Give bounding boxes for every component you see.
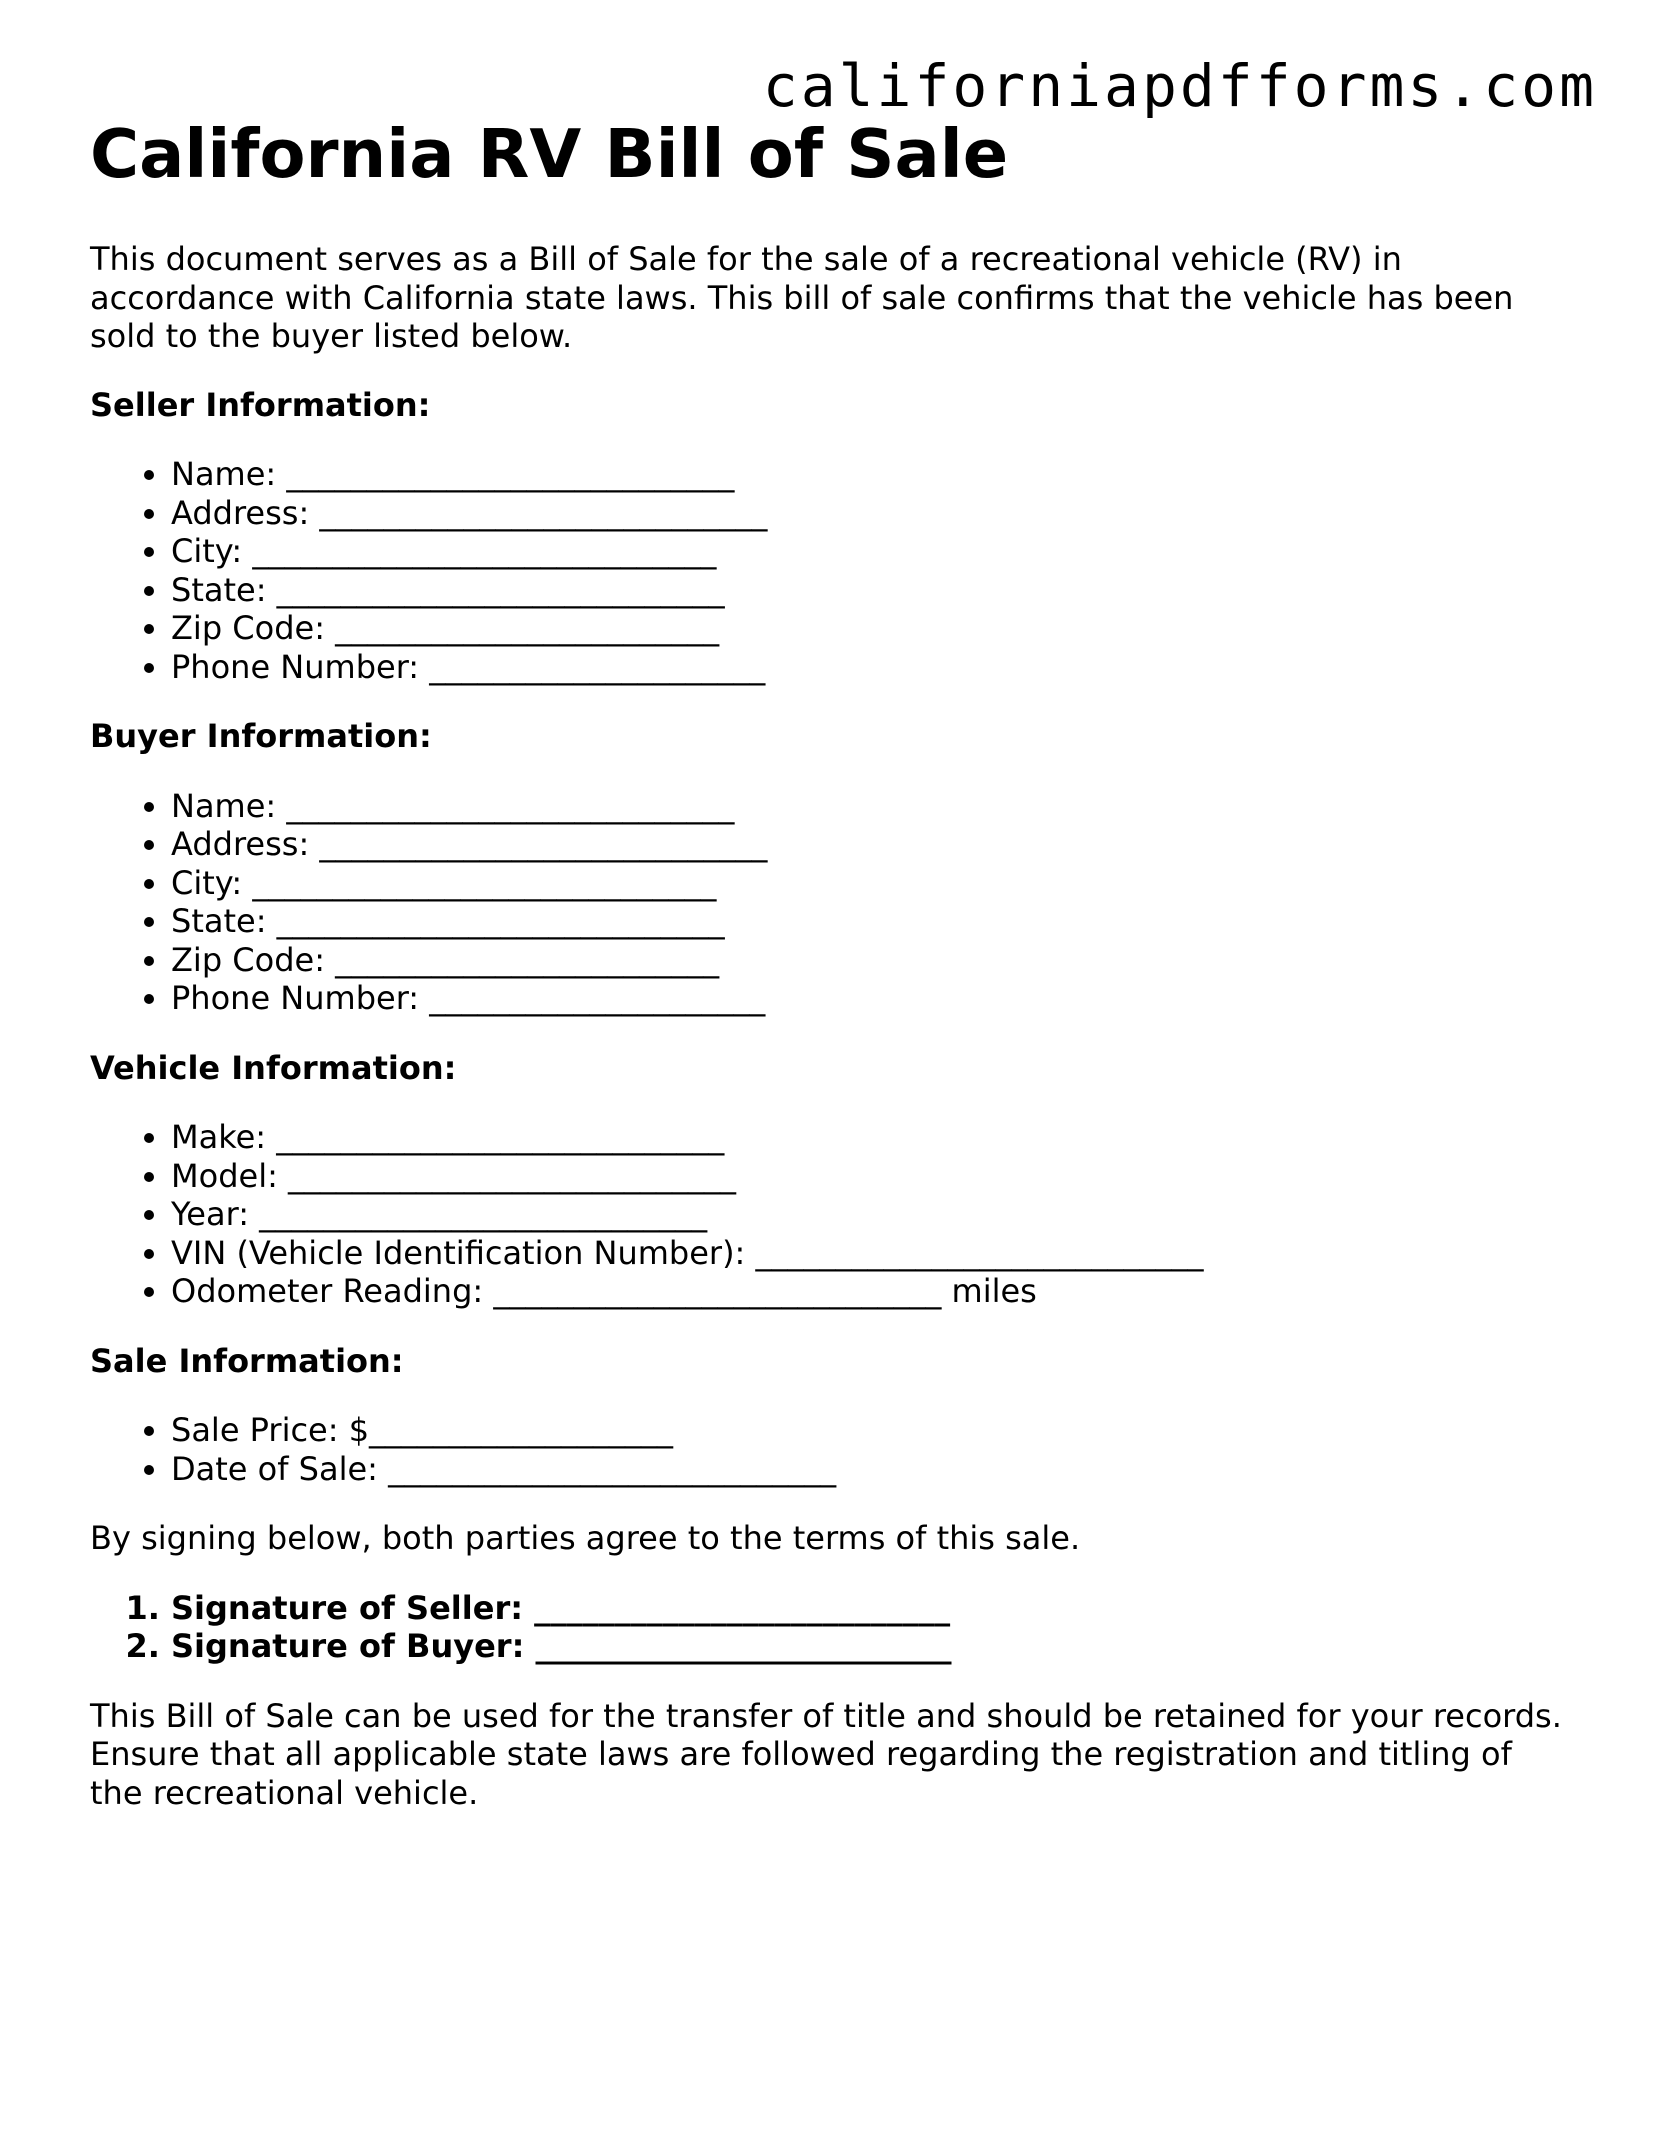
agreement-text: By signing below, both parties agree to the terms of this sale. xyxy=(90,1519,1081,1557)
vehicle-heading: Vehicle Information: xyxy=(90,1048,457,1087)
buyer-list xyxy=(90,787,1570,1018)
seller-list xyxy=(90,455,1570,686)
sale-date-field: • Date of Sale: ____________________________ xyxy=(171,1450,1570,1489)
buyer-phone-field: • Phone Number: _____________________ xyxy=(171,979,1570,1018)
buyer-heading: Buyer Information: xyxy=(90,717,432,755)
seller-phone-field: • Phone Number: _____________________ xyxy=(171,648,1570,687)
seller-heading: Seller Information: xyxy=(90,385,431,424)
closing-paragraph: This Bill of Sale can be used for the transfer of title and should be retained for your records. Ensure that all applicable state laws are followed regarding the registration and titling of the recreational vehicle. xyxy=(90,1696,1562,1812)
seller-city-field: • City: _____________________________ xyxy=(171,532,1570,571)
page-title: California RV Bill of Sale xyxy=(90,115,1009,193)
vehicle-vin-field: • VIN (Vehicle Identification Number): ____________________________ xyxy=(171,1234,1570,1273)
vehicle-make-field: • Make: ____________________________ xyxy=(171,1118,1570,1157)
vehicle-odometer-field: • Odometer Reading: ____________________________ miles xyxy=(171,1272,1570,1311)
seller-name-field: • Name: ____________________________ xyxy=(171,455,1570,494)
buyer-signature-line: 2. Signature of Buyer: __________________________ xyxy=(171,1627,1570,1666)
buyer-name-field: • Name: ____________________________ xyxy=(171,787,1570,826)
buyer-address-field: • Address: ____________________________ xyxy=(171,825,1570,864)
seller-zip-field: • Zip Code: ________________________ xyxy=(171,609,1570,648)
buyer-zip-field: • Zip Code: ________________________ xyxy=(171,941,1570,980)
vehicle-model-field: • Model: ____________________________ xyxy=(171,1157,1570,1196)
document-body xyxy=(90,112,1570,1812)
seller-address-field: • Address: ____________________________ xyxy=(171,494,1570,533)
seller-signature-line: 1. Signature of Seller: __________________________ xyxy=(171,1589,1570,1628)
sale-list xyxy=(90,1411,1570,1488)
buyer-state-field: • State: ____________________________ xyxy=(171,902,1570,941)
sale-heading: Sale Information: xyxy=(90,1341,404,1380)
intro-paragraph: This document serves as a Bill of Sale for the sale of a recreational vehicle (RV) in accordance with California state laws. This bill of sale confirms that the vehicle has been sold to the buyer listed below. xyxy=(90,240,1514,355)
signature-list xyxy=(90,1589,1570,1666)
buyer-city-field: • City: _____________________________ xyxy=(171,864,1570,903)
vehicle-year-field: • Year: ____________________________ xyxy=(171,1195,1570,1234)
site-watermark: californiapdfforms.com xyxy=(762,52,1597,120)
sale-price-field: • Sale Price: $___________________ xyxy=(171,1411,1570,1450)
seller-state-field: • State: ____________________________ xyxy=(171,571,1570,610)
vehicle-list xyxy=(90,1118,1570,1311)
